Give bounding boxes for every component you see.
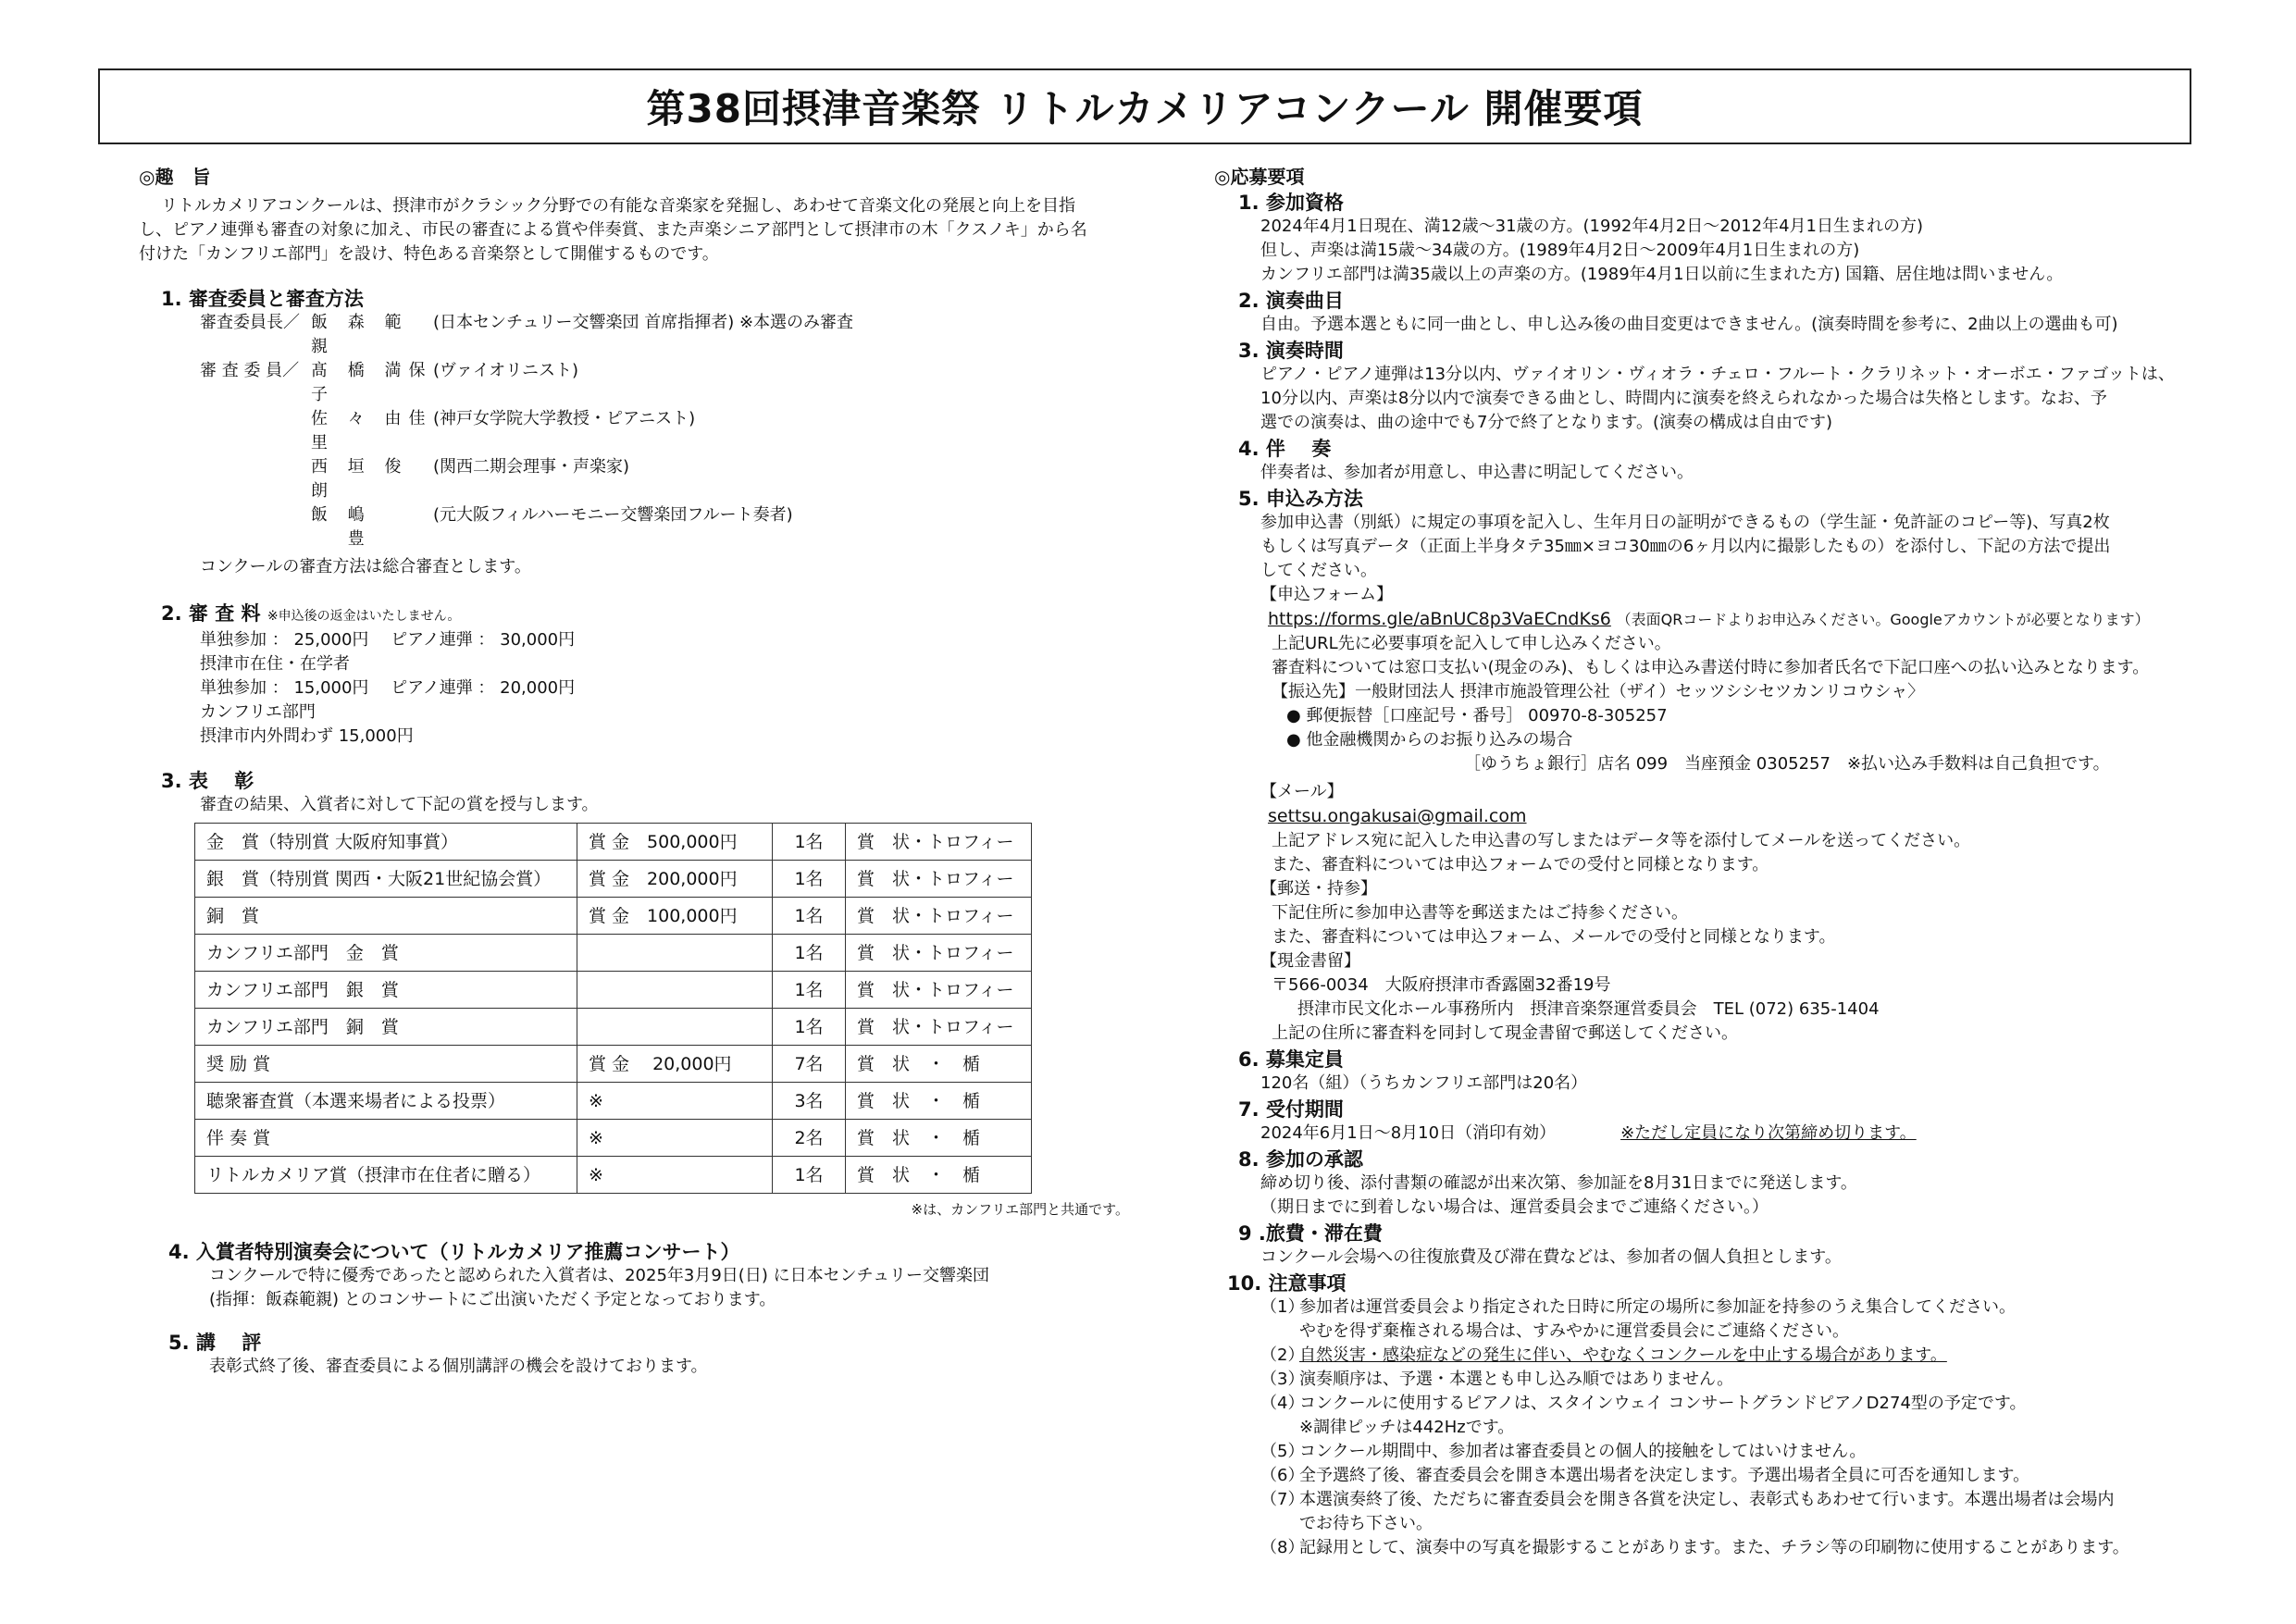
awards-intro: 審査の結果、入賞者に対して下記の賞を授与します。 bbox=[200, 795, 599, 814]
award-count: 1名 bbox=[773, 935, 846, 972]
award-row bbox=[195, 935, 1032, 972]
award-row bbox=[195, 1120, 1032, 1157]
award-row bbox=[195, 824, 1032, 861]
award-name: 伴 奏 賞 bbox=[195, 1120, 577, 1157]
eligibility-title: 1. 参加資格 bbox=[1238, 192, 1344, 214]
award-item: 賞 状・トロフィー bbox=[846, 898, 1032, 935]
note-item: （7） 本選演奏終了後、ただちに審査委員会を開き各賞を決定し、表彰式もあわせて行います。本選出場者は会場内 bbox=[1260, 1490, 2115, 1509]
duration-title: 3. 演奏時間 bbox=[1238, 340, 1344, 362]
approval-title: 8. 参加の承認 bbox=[1238, 1148, 1363, 1171]
award-name: 銅 賞 bbox=[195, 898, 577, 935]
note-item: ※調律ピッチは442Hzです。 bbox=[1299, 1418, 1515, 1437]
travel-body: コンクール会場への往復旅費及び滞在費などは、参加者の個人負担とします。 bbox=[1260, 1247, 1842, 1267]
special-concert-title: 4. 入賞者特別演奏会について（リトルカメリア推薦コンサート） bbox=[168, 1241, 740, 1263]
award-row bbox=[195, 1009, 1032, 1046]
notes-title: 10. 注意事項 bbox=[1227, 1272, 1347, 1295]
award-name: 銀 賞（特別賞 関西・大阪21世紀協会賞） bbox=[195, 861, 577, 898]
award-row bbox=[195, 1157, 1032, 1194]
deadline-note: ※ただし定員になり次第締め切ります。 bbox=[1620, 1123, 1917, 1143]
form-label: 【申込フォーム】 bbox=[1260, 585, 1394, 604]
purpose-heading: ◎趣 旨 bbox=[139, 166, 211, 188]
fee-line: カンフリエ部門 bbox=[200, 702, 316, 722]
form-note: （表面QRコードよりお申込みください。Googleアカウントが必要となります） bbox=[1616, 611, 2150, 628]
award-count: 7名 bbox=[773, 1046, 846, 1083]
note-item: （5） コンクール期間中、参加者は審査委員との個人的接触をしてはいけません。 bbox=[1260, 1442, 1867, 1461]
critique-body: 表彰式終了後、審査委員による個別講評の機会を設けております。 bbox=[209, 1357, 708, 1376]
award-prize: ※ bbox=[577, 1157, 773, 1194]
repertoire-body: 自由。予選本選ともに同一曲とし、申し込み後の曲目変更はできません。(演奏時間を参考に、2曲以上の選曲も可) bbox=[1260, 315, 2118, 334]
post-label: 【郵送・持参】 bbox=[1260, 879, 1377, 899]
award-prize bbox=[577, 935, 773, 972]
mail-label: 【メール】 bbox=[1260, 782, 1344, 801]
right-column bbox=[1214, 165, 2177, 1560]
award-prize bbox=[577, 972, 773, 1009]
awards-title: 3. 表 彰 bbox=[161, 770, 254, 792]
award-count: 1名 bbox=[773, 1157, 846, 1194]
bank-detail: ［ゆうちょ銀行］店名 099 当座預金 0305257 ※払い込み手数料は自己負担です。 bbox=[1464, 754, 2110, 774]
reception-title: 7. 受付期間 bbox=[1238, 1098, 1344, 1121]
award-item: 賞 状 ・ 楯 bbox=[846, 1046, 1032, 1083]
judge-row: 佐 々 由佳里 (神戸女学院大学教授・ピアニスト) bbox=[311, 409, 696, 452]
award-row bbox=[195, 1083, 1032, 1120]
note-item: （3） 演奏順序は、予選・本選とも申し込み順ではありません。 bbox=[1260, 1370, 1734, 1389]
award-item: 賞 状 ・ 楯 bbox=[846, 1157, 1032, 1194]
award-prize: ※ bbox=[577, 1120, 773, 1157]
award-item: 賞 状・トロフィー bbox=[846, 972, 1032, 1009]
award-item: 賞 状 ・ 楯 bbox=[846, 1120, 1032, 1157]
repertoire-title: 2. 演奏曲目 bbox=[1238, 290, 1344, 312]
eligibility-body: 2024年4月1日現在、満12歳～31歳の方。(1992年4月2日～2012年4月1日生まれの方) 但し、声楽は満15歳～34歳の方。(1989年4月2日～2009年4月1日生まれの方) カンフリエ部門は満35歳以上の声楽の方。(1989年4月1日以前に生まれた方) 国籍、居住地は問いません。 bbox=[1260, 217, 2064, 284]
special-concert-body: コンクールで特に優秀であったと認められた入賞者は、2025年3月9日(日) に日本センチュリー交響楽団 (指揮：飯森範親) とのコンサートにご出演いただく予定となっております。 bbox=[209, 1266, 990, 1309]
award-prize: 賞 金 200,000円 bbox=[577, 861, 773, 898]
award-name: 金 賞（特別賞 大阪府知事賞） bbox=[195, 824, 577, 861]
award-count: 1名 bbox=[773, 861, 846, 898]
award-name: カンフリエ部門 銀 賞 bbox=[195, 972, 577, 1009]
awards-note: ※は、カンフリエ部門と共通です。 bbox=[911, 1201, 1129, 1218]
award-count: 1名 bbox=[773, 1009, 846, 1046]
award-item: 賞 状・トロフィー bbox=[846, 935, 1032, 972]
award-row bbox=[195, 1046, 1032, 1083]
fee-line: 単独参加 ： 25,000円 ピアノ連弾 ： 30,000円 bbox=[200, 630, 576, 650]
judging-method: コンクールの審査方法は総合審査とします。 bbox=[200, 557, 531, 576]
fee-line: 単独参加 ： 15,000円 ピアノ連弾 ： 20,000円 bbox=[200, 678, 576, 698]
bank-label: 【振込先】一般財団法人 摂津市施設管理公社（ザイ）セッツシシセツカンリコウシャ〉 bbox=[1272, 682, 1925, 701]
note-item: やむを得ず棄権される場合は、すみやかに運営委員会にご連絡ください。 bbox=[1299, 1321, 1849, 1341]
judge-row: 審 査 委 員／ 髙 橋 満保子 (ヴァイオリニスト) bbox=[200, 361, 578, 404]
award-prize bbox=[577, 1009, 773, 1046]
award-row bbox=[195, 861, 1032, 898]
note-item: （1） 参加者は運営委員会より指定された日時に所定の場所に参加証を持参のうえ集合してください。 bbox=[1260, 1297, 2016, 1317]
judge-row: 審査委員長／ 飯 森 範 親 (日本センチュリー交響楽団 首席指揮者) ※本選のみ審査 bbox=[200, 313, 854, 356]
fee-line: 摂津市内外問わず 15,000円 bbox=[200, 726, 414, 746]
purpose-body: リトルカメリアコンクールは、摂津市がクラシック分野での有能な音楽家を発掘し、あわせて音楽文化の発展と向上を目指し、ピアノ連弾も審査の対象に加え、市民の審査による賞や伴奏賞、また声楽シニア部門として摂津市の木「クスノキ」から名付けた「カンフリエ部門」を設け、特色ある音楽祭として開催するものです。 bbox=[139, 196, 1087, 264]
notes-list bbox=[1214, 1295, 2177, 1560]
award-count: 3名 bbox=[773, 1083, 846, 1120]
form-url-link[interactable]: https://forms.gle/aBnUC8p3VaECndKs6 bbox=[1268, 609, 1611, 629]
fee-title: 2. 審 査 料 ※申込後の返金はいたしません。 bbox=[161, 602, 461, 625]
award-item: 賞 状 ・ 楯 bbox=[846, 1083, 1032, 1120]
awards-table bbox=[194, 823, 1032, 1194]
award-item: 賞 状・トロフィー bbox=[846, 824, 1032, 861]
capacity-title: 6. 募集定員 bbox=[1238, 1048, 1344, 1071]
award-prize: 賞 金 500,000円 bbox=[577, 824, 773, 861]
capacity-body: 120名（組）（うちカンフリエ部門は20名） bbox=[1260, 1073, 1588, 1093]
award-prize: ※ bbox=[577, 1083, 773, 1120]
note-item: （4） コンクールに使用するピアノは、スタインウェイ コンサートグランドピアノD274型の予定です。 bbox=[1260, 1394, 2027, 1413]
award-item: 賞 状・トロフィー bbox=[846, 861, 1032, 898]
award-item: 賞 状・トロフィー bbox=[846, 1009, 1032, 1046]
left-column bbox=[139, 165, 1129, 1379]
reception-body: 2024年6月1日～8月10日（消印有効） ※ただし定員になり次第締め切ります。 bbox=[1260, 1123, 1917, 1143]
judges-title: 1. 審査委員と審査方法 bbox=[161, 288, 364, 310]
award-row bbox=[195, 972, 1032, 1009]
application-heading: ◎応募要項 bbox=[1214, 166, 1305, 188]
accompaniment-body: 伴奏者は、参加者が用意し、申込書に明記してください。 bbox=[1260, 463, 1694, 482]
duration-body: ピアノ・ピアノ連弾は13分以内、ヴァイオリン・ヴィオラ・チェロ・フルート・クラリネット・オーボエ・ファゴットは、 10分以内、声楽は8分以内で演奏できる曲とし、時間内に演奏を終えられなかった場合は失格とします。なお、予 選での演奏は、曲の途中でも7分で終了となります。(演奏の構成は自由です) bbox=[1260, 365, 2175, 432]
accompaniment-title: 4. 伴 奏 bbox=[1238, 438, 1332, 460]
note-item: でお待ち下さい。 bbox=[1299, 1514, 1433, 1533]
award-row bbox=[195, 898, 1032, 935]
award-name: カンフリエ部門 銅 賞 bbox=[195, 1009, 577, 1046]
how-to-apply-title: 5. 申込み方法 bbox=[1238, 488, 1363, 510]
award-count: 1名 bbox=[773, 972, 846, 1009]
award-name: カンフリエ部門 金 賞 bbox=[195, 935, 577, 972]
award-name: 聴衆審査賞（本選来場者による投票） bbox=[195, 1083, 577, 1120]
award-name: リトルカメリア賞（摂津市在住者に贈る） bbox=[195, 1157, 577, 1194]
how-to-apply-body: 参加申込書（別紙）に規定の事項を記入し、生年月日の証明ができるもの（学生証・免許証のコピー等)、写真2枚 もしくは写真データ（正面上半身タテ35㎜×ヨコ30㎜の6ヶ月以内に撮影したもの）を添付し、下記の方法で提出 してください。 【申込フォーム】 https://forms.gle/aBnUC8p3VaECndKs6 （表面QRコードよりお申込みください。Googleアカウントが必要となります） 上記URL先に必要事項を記入して申し込みください。 審査料については窓口支払い(現金のみ)、もしくは申込み書送付時に参加者氏名で下記口座への払い込みとなります。 【振込先】一般財団法人 摂津市施設管理公社（ザイ）セッツシシセツカンリコウシャ〉 ● 郵便振替［口座記号・番号］ 00970-8-305257 ● 他金融機関からのお振り込みの場合 ［ゆうちょ銀行］店名 099 当座預金 0305257 ※払い込み手数料は自己負担です。 【メール】 settsu.ongakusai@gmail.com 上記アドレス宛に記入した申込書の写しまたはデータ等を添付してメールを送ってください。 また、審査料については申込フォームでの受付と同様となります。 【郵送・持参】 下記住所に参加申込書等を郵送またはご持参ください。 また、審査料については申込フォーム、メールでの受付と同様となります。 【現金書留】 〒566-0034 大阪府摂津市香露園32番19号 摂津市民文化ホール事務所内 摂津音楽祭運営委員会 TEL (072) 635-1404 上記の住所に審査料を同封して現金書留で郵送してください。 bbox=[1214, 511, 2177, 1046]
award-count: 1名 bbox=[773, 824, 846, 861]
note-item: （2） 自然災害・感染症などの発生に伴い、やむなくコンクールを中止する場合があります。 bbox=[1260, 1345, 1947, 1365]
award-name: 奨 励 賞 bbox=[195, 1046, 577, 1083]
travel-title: 9 .旅費・滞在費 bbox=[1238, 1222, 1383, 1245]
fee-list bbox=[139, 628, 1111, 749]
critique-title: 5. 講 評 bbox=[168, 1332, 262, 1354]
judge-row: 西 垣 俊 朗 (関西二期会理事・声楽家) bbox=[311, 457, 630, 501]
email-link[interactable]: settsu.ongakusai@gmail.com bbox=[1268, 806, 1527, 826]
award-count: 1名 bbox=[773, 898, 846, 935]
award-prize: 賞 金 20,000円 bbox=[577, 1046, 773, 1083]
fee-line: 摂津市在住・在学者 bbox=[200, 654, 350, 674]
award-prize: 賞 金 100,000円 bbox=[577, 898, 773, 935]
cash-label: 【現金書留】 bbox=[1260, 951, 1360, 971]
judges-list bbox=[139, 311, 1111, 579]
fee-note: ※申込後の返金はいたしません。 bbox=[267, 609, 461, 624]
note-item: （8） 記録用として、演奏中の写真を撮影することがあります。また、チラシ等の印刷物に使用することがあります。 bbox=[1260, 1538, 2129, 1557]
note-item: （6） 全予選終了後、審査委員会を開き本選出場者を決定します。予選出場者全員に可否を通知します。 bbox=[1260, 1466, 2030, 1485]
award-count: 2名 bbox=[773, 1120, 846, 1157]
page-title: 第38回摂津音楽祭 リトルカメリアコンクール 開催要項 bbox=[98, 68, 2191, 144]
approval-body: 締め切り後、添付書類の確認が出来次第、参加証を8月31日までに発送します。 （期日までに到着しない場合は、運営委員会までご連絡ください。） bbox=[1260, 1173, 1857, 1217]
judge-row: 飯 嶋 豊 (元大阪フィルハーモニー交響楽団フルート奏者) bbox=[311, 505, 793, 549]
